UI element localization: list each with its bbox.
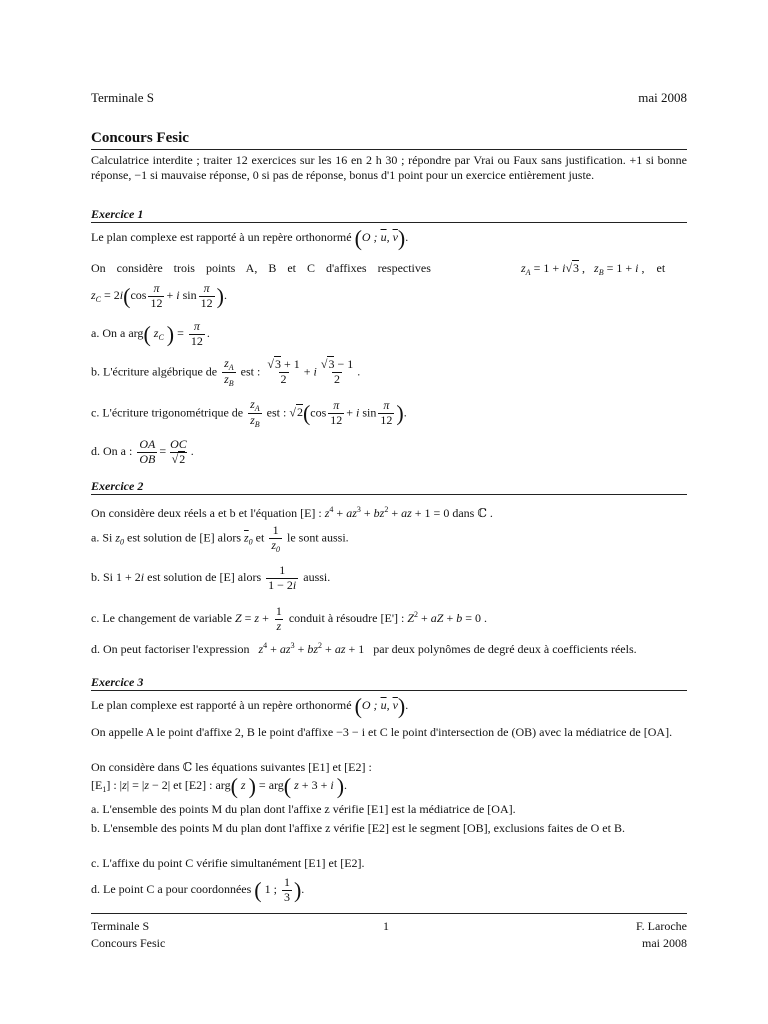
- header-date: mai 2008: [638, 90, 687, 105]
- page-number: 1: [383, 919, 389, 933]
- ex2-c: c. Le changement de variable Z = z + $\frac{1}{z}$ conduit à résoudre [E'] : $Z^2$ + aZ + b = 0 .: [91, 604, 488, 633]
- ex1-plan: Le plan complexe est rapporté à un repère orthonormé (O ; $\overline{u}$, $\overline{v}$).: [91, 225, 409, 251]
- exercise-2-heading: Exercice 2: [91, 479, 144, 493]
- intro-text: Calculatrice interdite ; traiter 12 exercices sur les 16 en 2 h 30 ; répondre par Vrai ou Faux sans justification. +1 si bonne réponse, −1 si mauvaise réponse, 0 si pas de réponse, bonus d'1 point pour un exercice entièrement juste.: [91, 153, 687, 182]
- footer-author: F. Laroche: [635, 919, 687, 933]
- ex1-zc: $z_C = 2i(\cos$ $\frac{\pi}{12}$ + i sin $\frac{\pi}{12}$ ).: [91, 281, 227, 310]
- exercise-3-heading: Exercice 3: [91, 675, 144, 689]
- ex3-plan: Le plan complexe est rapporté à un repère orthonormé (O ; $\overline{u}$, $\overline{v}$).: [91, 693, 409, 719]
- exercise-2-rule: [91, 494, 687, 495]
- footer-title: Concours Fesic: [91, 936, 166, 950]
- ex2-intro: On considère deux réels a et b et l'équation [E] : $z^4 + az^3 + bz^2$ + az + 1 = 0 dans ℂ .: [91, 505, 493, 520]
- ex3-appelle: On appelle A le point d'affixe 2, B le point d'affixe −3 − i et C le point d'intersection de (OB) avec la médiatrice de [OA].: [91, 725, 673, 739]
- footer-class: Terminale S: [91, 919, 150, 933]
- ex2-d: d. On peut factoriser l'expression $z^4 + az^3 + bz^2$ + az + 1 par deux polynômes de degré deux à coefficients réels.: [91, 641, 637, 656]
- page-header: [91, 90, 687, 106]
- ex1-considere: On considère trois points A, B et C d'affixes respectives $z_A = 1 + i√3$ , $z_B = 1 + i$ , et: [91, 261, 666, 277]
- ex3-c: c. L'affixe du point C vérifie simultanément [E1] et [E2].: [91, 856, 365, 870]
- ex2-b: b. Si 1 + 2i est solution de [E] alors $\frac{1}{1 - 2i}$ aussi.: [91, 563, 331, 592]
- exercise-1-rule: [91, 222, 687, 223]
- page-title: Concours Fesic: [91, 130, 189, 146]
- ex3-equations: $[E_1]$ : |z| = |z − 2| et [E2] : arg( z ) = arg( z + 3 + i ).: [91, 773, 348, 799]
- ex3-considere: On considère dans ℂ les équations suivantes [E1] et [E2] :: [91, 760, 372, 774]
- header-class: Terminale S: [91, 90, 154, 105]
- footer-date: mai 2008: [642, 936, 687, 950]
- ex1-a: a. On a arg( $z_C$ ) = $\frac{\pi}{12}$ .: [91, 319, 210, 348]
- ex1-c: c. L'écriture trigonométrique de $\frac{z_A}{z_B}$ est : √2(cos $\frac{\pi}{12}$ + i sin $\frac{\pi}{12}$ ).: [91, 397, 407, 430]
- footer-rule: [91, 913, 687, 914]
- title-rule: [91, 149, 687, 150]
- ex3-a: a. L'ensemble des points M du plan dont l'affixe z vérifie [E1] est la médiatrice de [OA].: [91, 802, 516, 816]
- ex3-b: b. L'ensemble des points M du plan dont l'affixe z vérifie [E2] est le segment [OB], exclusions faites de O et B.: [91, 821, 625, 835]
- exercise-3-rule: [91, 690, 687, 691]
- ex1-d: d. On a : $\frac{OA}{OB}$ = $\frac{OC}{√2}$ .: [91, 437, 194, 466]
- ex3-d: d. Le point C a pour coordonnées ( 1 ; $\frac{1}{3}$ ).: [91, 875, 305, 904]
- ex1-b: b. L'écriture algébrique de $\frac{z_A}{z_B}$ est : $\frac{√3 + 1}{2}$ + i $\frac{√3 - 1}{2}$ .: [91, 356, 361, 389]
- ex2-a: a. Si $z_0$ est solution de [E] alors $\overline{z}_0$ et $\frac{1}{z_0}$ le sont aussi.: [91, 523, 349, 554]
- exercise-1-heading: Exercice 1: [91, 207, 144, 221]
